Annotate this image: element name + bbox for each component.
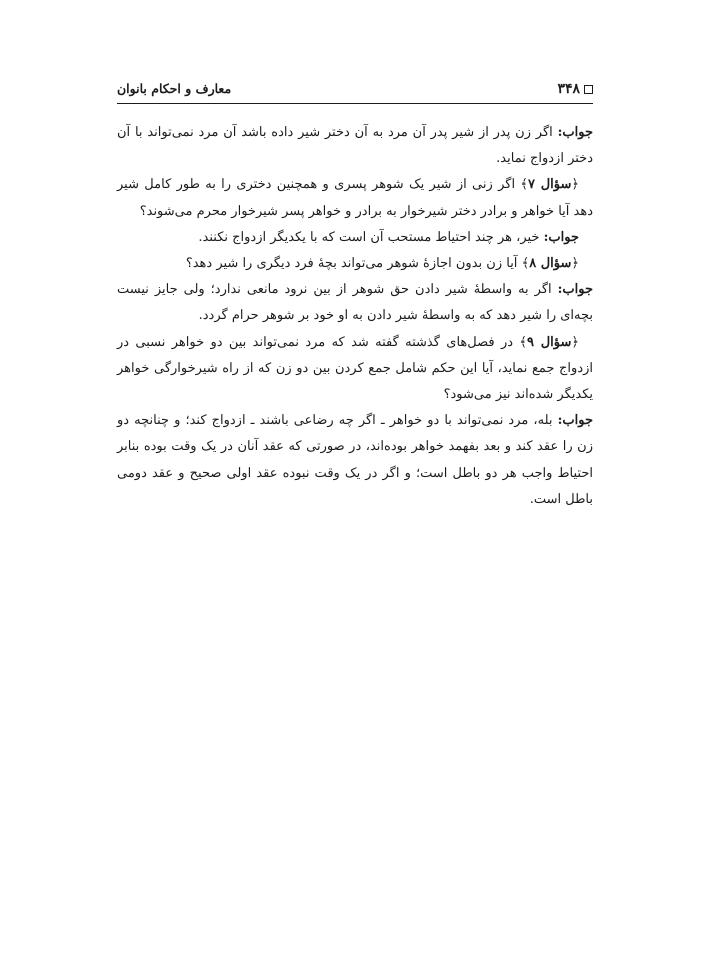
question-text: اگر زنی از شیر یک شوهر پسری و همچنین دختری را به طور کامل شیر دهد آیا خواهر و برادر دختر شیرخوار به برادر و خواهر پسر شیرخوار محرم می‌شوند؟ — [117, 177, 593, 219]
answer-label: جواب: — [543, 229, 579, 245]
question-text: آیا زن بدون اجازهٔ شوهر می‌تواند بچهٔ فرد دیگری را شیر دهد؟ — [185, 256, 522, 272]
page-number-group — [557, 80, 593, 98]
answer-label: جواب: — [557, 413, 593, 429]
question-close-bracket: ﴾ — [520, 177, 528, 193]
question-label: سؤال ۷ — [528, 177, 572, 193]
book-title: معارف و احکام بانوان — [117, 81, 232, 96]
answer-paragraph — [117, 225, 593, 251]
main-text — [117, 120, 593, 513]
page-number: ۳۴۸ — [557, 81, 580, 97]
page-header — [117, 80, 593, 100]
answer-label: جواب: — [557, 125, 593, 140]
answer-text: اگر زن پدر از شیر پدر آن مرد به آن دختر شیر داده باشد آن مرد نمی‌تواند با آن دختر ازدواج نماید. — [117, 125, 593, 167]
answer-text: خیر، هر چند احتیاط مستحب آن است که با یکدیگر ازدواج نکنند. — [198, 229, 544, 245]
question-close-bracket: ﴾ — [519, 334, 527, 350]
question-paragraph — [117, 172, 593, 224]
answer-text: بله، مرد نمی‌تواند با دو خواهر ـ اگر چه رضاعی باشند ـ ازدواج کند؛ و چنانچه دو زن را عقد کند و بعد بفهمد خواهر بوده‌اند، در صورتی که عقد آنان در یک وقت بوده بنابر احتیاط واجب هر دو باطل است؛ و اگر در یک وقت نبوده عقد اولی صحیح و عقد دومی باطل است. — [117, 413, 593, 507]
answer-label: جواب: — [557, 282, 593, 298]
answer-paragraph — [117, 277, 593, 329]
question-paragraph — [117, 251, 593, 277]
question-open-bracket: ﴿ — [571, 177, 579, 193]
answer-paragraph — [117, 120, 593, 172]
question-label: سؤال ۸ — [529, 256, 572, 272]
question-text: در فصل‌های گذشته گفته شد که مرد نمی‌تواند بین دو خواهر نسبی در ازدواج جمع نماید، آیا این حکم شامل جمع کردن بین دو زن که از راه شیرخوارگی خواهر یکدیگر شده‌اند نیز می‌شود؟ — [117, 334, 593, 403]
question-open-bracket: ﴿ — [571, 334, 579, 350]
header-divider — [117, 103, 593, 104]
square-icon — [584, 85, 593, 94]
question-open-bracket: ﴿ — [571, 256, 579, 272]
answer-text: اگر به واسطهٔ شیر دادن حق شوهر از بین نرود مانعی ندارد؛ ولی جایز نیست بچه‌ای را شیر دهد که به واسطهٔ شیر دادن به او خود بر شوهر حرام گردد. — [117, 282, 593, 324]
question-label: سؤال ۹ — [526, 334, 572, 350]
question-close-bracket: ﴾ — [521, 256, 530, 272]
question-paragraph — [117, 330, 593, 409]
answer-paragraph — [117, 408, 593, 513]
